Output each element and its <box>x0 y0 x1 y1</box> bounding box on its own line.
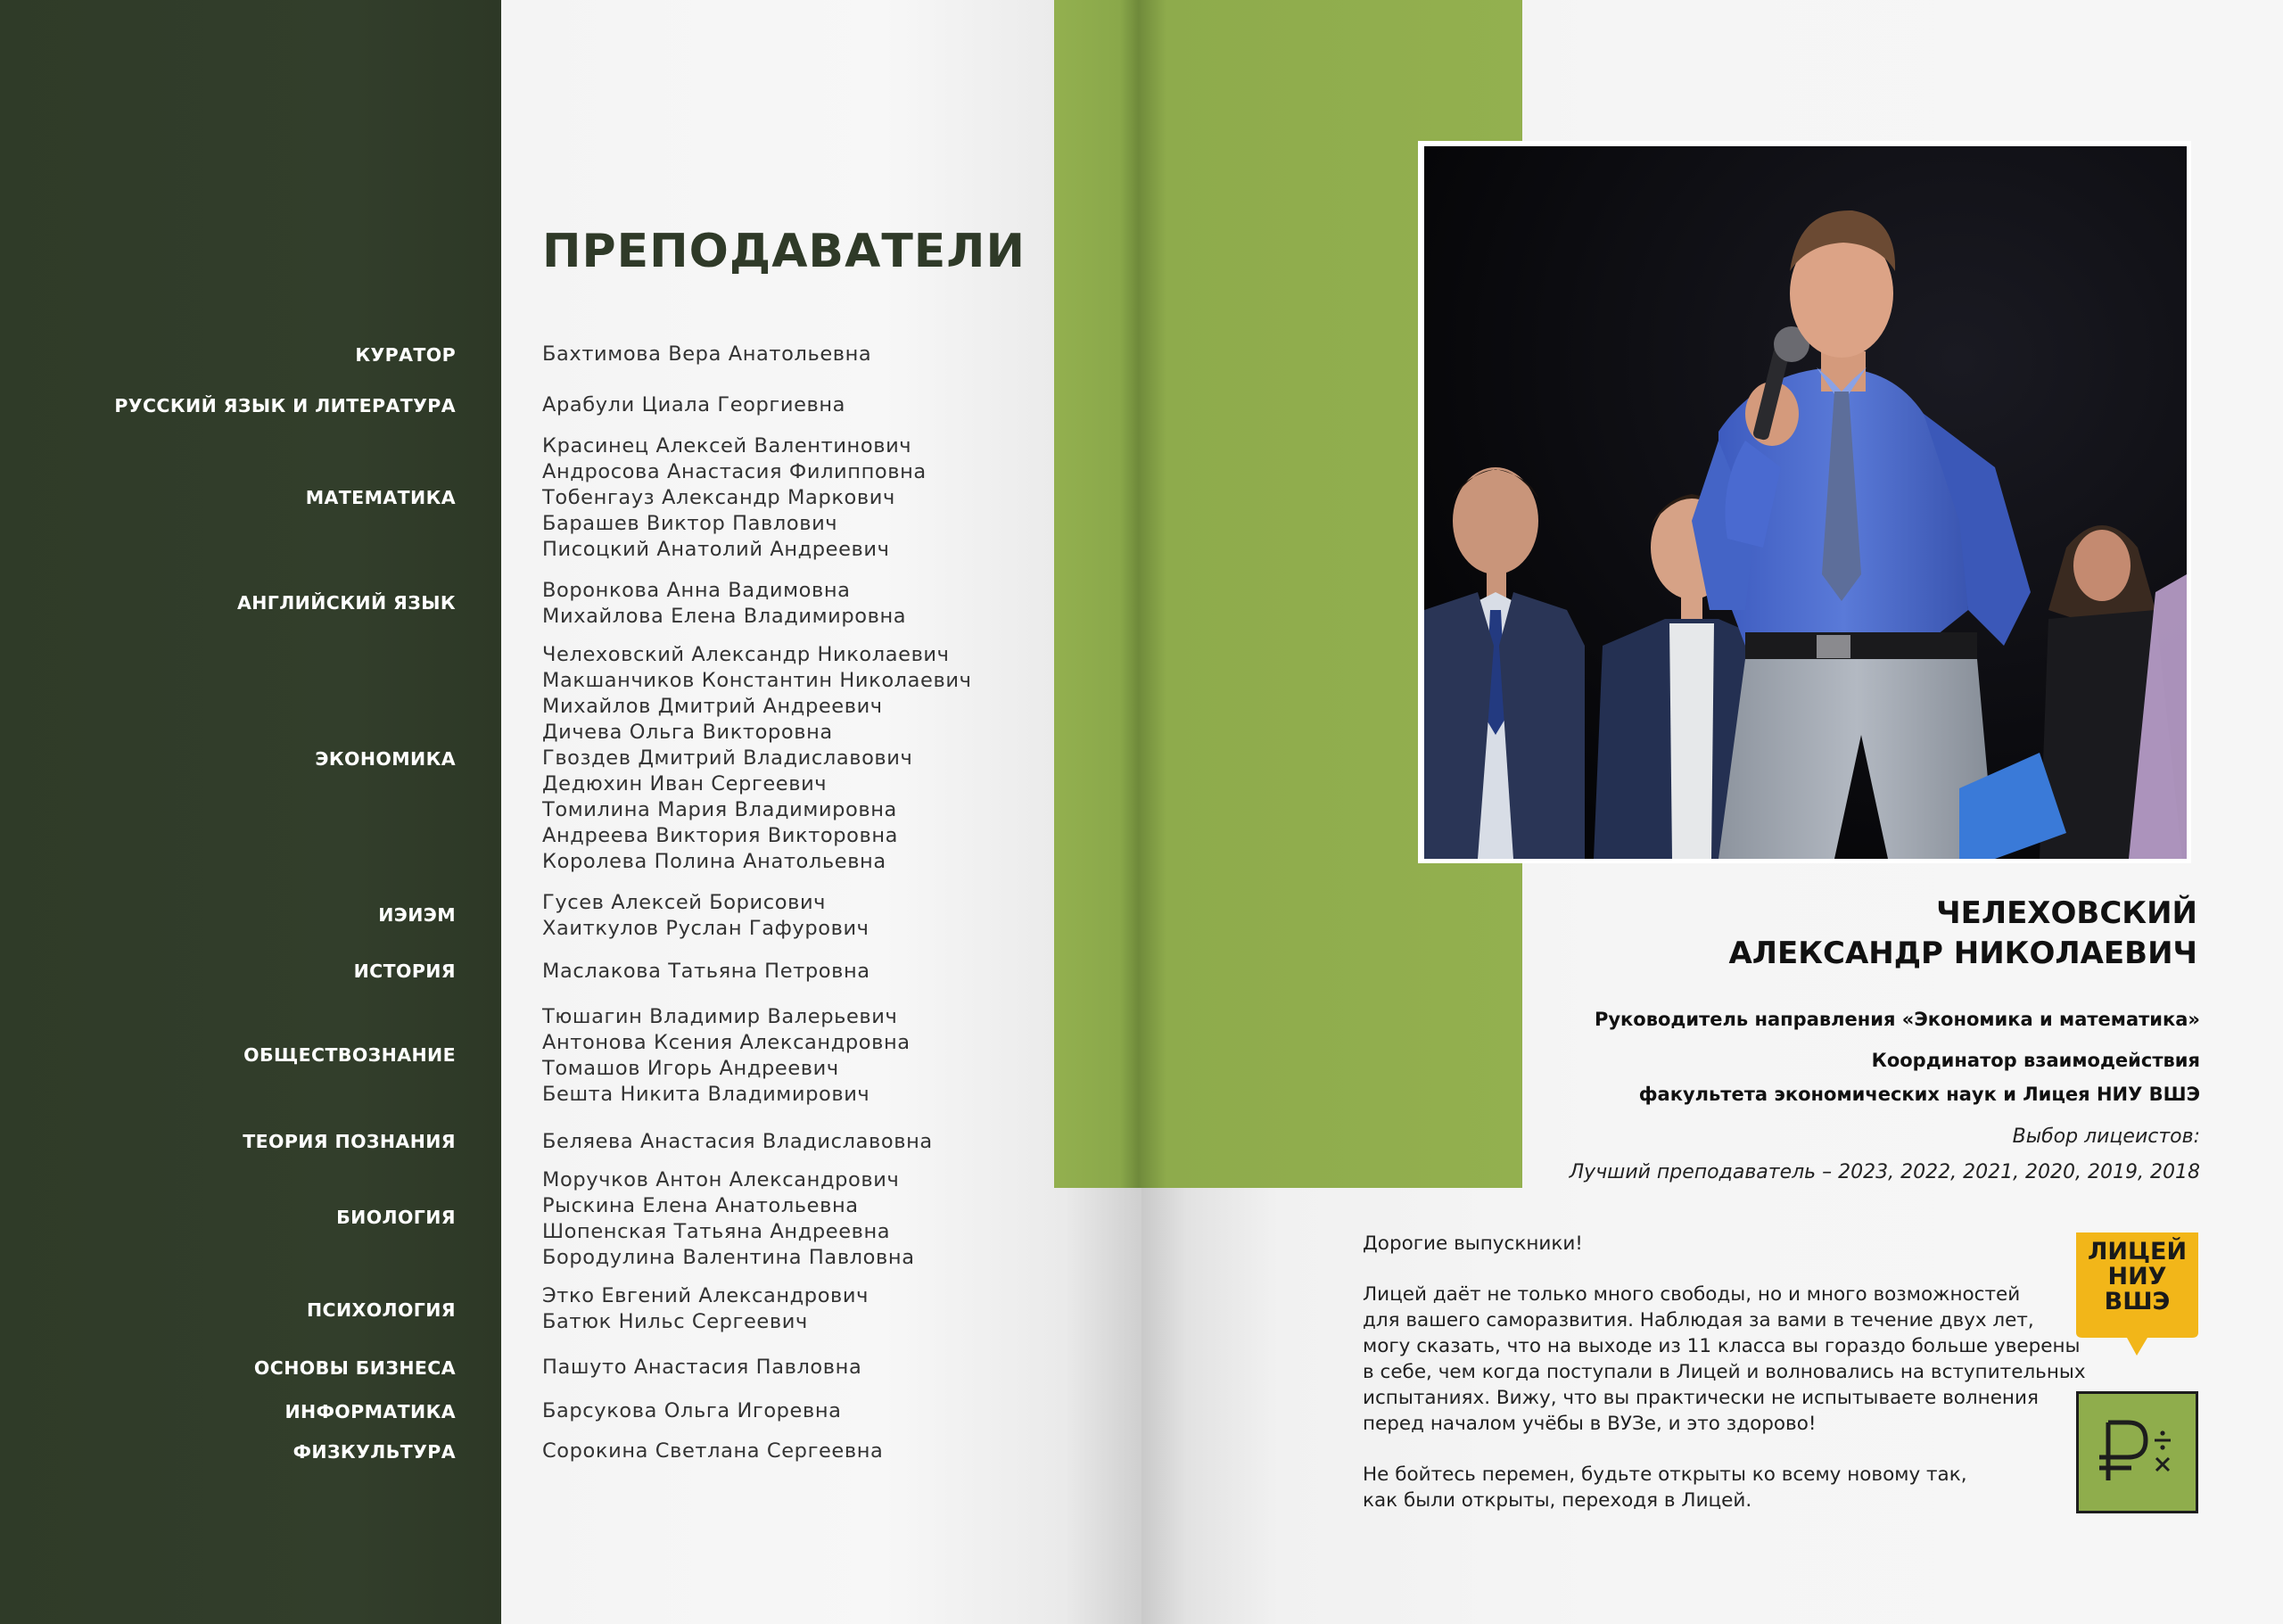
teacher-first-patronymic: АЛЕКСАНДР НИКОЛАЕВИЧ <box>1728 936 2197 971</box>
logo-line: ЛИЦЕЙ <box>2087 1238 2188 1265</box>
teacher-name: Бородулина Валентина Павловна <box>542 1246 915 1269</box>
letter-line: Лицей даёт не только много свободы, но и много возможностей <box>1363 1283 2021 1306</box>
teacher-name-heading <box>1728 894 2197 974</box>
teacher-name: Королева Полина Анатольевна <box>542 850 886 873</box>
subject-label: ИЭИЭМ <box>378 904 456 926</box>
teacher-name: Красинец Алексей Валентинович <box>542 434 912 458</box>
letter-greeting <box>1363 1231 1583 1257</box>
teacher-name: Пашуто Анастасия Павловна <box>542 1356 862 1379</box>
subject-label: ОСНОВЫ БИЗНЕСА <box>253 1357 456 1379</box>
subject-label: МАТЕМАТИКА <box>305 487 456 508</box>
teacher-name: Бахтимова Вера Анатольевна <box>542 342 872 366</box>
teacher-list <box>542 1398 842 1424</box>
letter-line: Дорогие выпускники! <box>1363 1232 1583 1255</box>
teacher-name: Сорокина Светлана Сергеевна <box>542 1439 884 1463</box>
teacher-name: Хаиткулов Руслан Гафурович <box>542 917 870 940</box>
teacher-list <box>542 890 870 942</box>
letter-line: испытаниях. Вижу, что вы практически не испытываете волнения <box>1363 1387 2039 1409</box>
teacher-name: Антонова Ксения Александровна <box>542 1031 911 1054</box>
teacher-name: Рыскина Елена Анатольевна <box>542 1194 859 1217</box>
letter-line: перед началом учёбы в ВУЗе, и это здорово! <box>1363 1413 1817 1435</box>
letter-line: для вашего саморазвития. Наблюдая за вами в течение двух лет, <box>1363 1309 2034 1331</box>
teacher-name: Бешта Никита Владимирович <box>542 1083 870 1106</box>
teacher-name: Михайлова Елена Владимировна <box>542 605 907 628</box>
teacher-name: Барашев Виктор Павлович <box>542 512 838 535</box>
teacher-name: Дичева Ольга Викторовна <box>542 721 833 744</box>
letter-line: Не бойтесь перемен, будьте открыты ко всему новому так, <box>1363 1463 1967 1486</box>
logo-line: НИУ <box>2107 1263 2167 1290</box>
subject-label: КУРАТОР <box>355 344 456 366</box>
teacher-name: Тюшагин Владимир Валерьевич <box>542 1005 898 1028</box>
letter-paragraph <box>1363 1462 1967 1513</box>
teacher-name: Шопенская Татьяна Андреевна <box>542 1220 891 1243</box>
letter-line: могу сказать, что на выходе из 11 класса вы гораздо больше уверены <box>1363 1335 2081 1357</box>
left-dark-band <box>0 0 501 1624</box>
subject-label: ФИЗКУЛЬТУРА <box>293 1441 456 1463</box>
teacher-list <box>542 1004 911 1108</box>
teacher-name: Барсукова Ольга Игоревна <box>542 1399 842 1422</box>
subject-label: ТЕОРИЯ ПОЗНАНИЯ <box>243 1131 456 1152</box>
role-line: Координатор взаимодействия <box>1871 1050 2200 1071</box>
teacher-name: Моручков Антон Александрович <box>542 1168 900 1191</box>
subject-label: ИСТОРИЯ <box>353 960 456 982</box>
teacher-list <box>542 1439 883 1464</box>
teacher-name: Батюк Нильс Сергеевич <box>542 1310 808 1333</box>
teacher-name: Арабули Циала Георгиевна <box>542 393 846 416</box>
teacher-name: Маслакова Татьяна Петровна <box>542 960 870 983</box>
teacher-name: Макшанчиков Константин Николаевич <box>542 669 972 692</box>
teacher-name: Писоцкий Анатолий Андреевич <box>542 538 890 561</box>
teacher-name: Михайлов Дмитрий Андреевич <box>542 695 883 718</box>
letter-line: как были открыты, переходя в Лицей. <box>1363 1489 1752 1512</box>
teacher-name: Воронкова Анна Вадимовна <box>542 579 851 602</box>
teacher-name: Андросова Анастасия Филипповна <box>542 460 927 483</box>
subject-label: ЭКОНОМИКА <box>315 748 456 770</box>
letter-line: в себе, чем когда поступали в Лицей и волновались на вступительных <box>1363 1361 2086 1383</box>
teacher-name: Челеховский Александр Николаевич <box>542 643 950 666</box>
teacher-name: Беляева Анастасия Владиславовна <box>542 1130 933 1153</box>
teacher-name: Андреева Виктория Викторовна <box>542 824 899 847</box>
award-line: Выбор лицеистов: <box>2012 1125 2200 1148</box>
role-line: факультета экономических наук и Лицея НИУ ВШЭ <box>1638 1084 2200 1105</box>
subject-label: БИОЛОГИЯ <box>336 1207 456 1228</box>
subject-label: ПСИХОЛОГИЯ <box>306 1299 456 1321</box>
subject-label: ИНФОРМАТИКА <box>284 1401 456 1422</box>
teacher-list <box>542 642 971 875</box>
role-line: Руководитель направления «Экономика и математика» <box>1594 1009 2200 1030</box>
teacher-name: Тобенгауз Александр Маркович <box>542 486 895 509</box>
subject-label: РУССКИЙ ЯЗЫК И ЛИТЕРАТУРА <box>114 395 456 416</box>
teacher-list <box>542 1129 933 1155</box>
teacher-name: Гвоздев Дмитрий Владиславович <box>542 746 913 770</box>
teacher-photo <box>1424 146 2187 859</box>
teacher-list <box>542 1167 915 1271</box>
teacher-surname: ЧЕЛЕХОВСКИЙ <box>1936 895 2197 931</box>
lyceum-logo-text <box>2076 1240 2198 1315</box>
subject-label: АНГЛИЙСКИЙ ЯЗЫК <box>236 592 456 614</box>
teacher-name: Томашов Игорь Андреевич <box>542 1057 839 1080</box>
subject-label: ОБЩЕСТВОЗНАНИЕ <box>243 1044 456 1066</box>
teacher-name: Томилина Мария Владимировна <box>542 798 897 821</box>
award-line: Лучший преподаватель – 2023, 2022, 2021, 2020, 2019, 2018 <box>1569 1161 2200 1183</box>
teacher-list <box>542 1283 869 1335</box>
teacher-list <box>542 433 927 563</box>
teacher-list <box>542 392 845 418</box>
logo-line: ВШЭ <box>2104 1288 2171 1315</box>
teacher-name: Этко Евгений Александрович <box>542 1284 870 1307</box>
teacher-name: Гусев Алексей Борисович <box>542 891 827 914</box>
page-title: ПРЕПОДАВАТЕЛИ <box>542 225 1026 278</box>
letter-paragraph <box>1363 1282 2086 1437</box>
teacher-list <box>542 578 906 630</box>
teacher-list <box>542 1355 861 1381</box>
teacher-name: Дедюхин Иван Сергеевич <box>542 772 828 796</box>
teacher-list <box>542 342 871 367</box>
economics-logo-icon <box>2076 1391 2198 1513</box>
teacher-list <box>542 959 870 985</box>
